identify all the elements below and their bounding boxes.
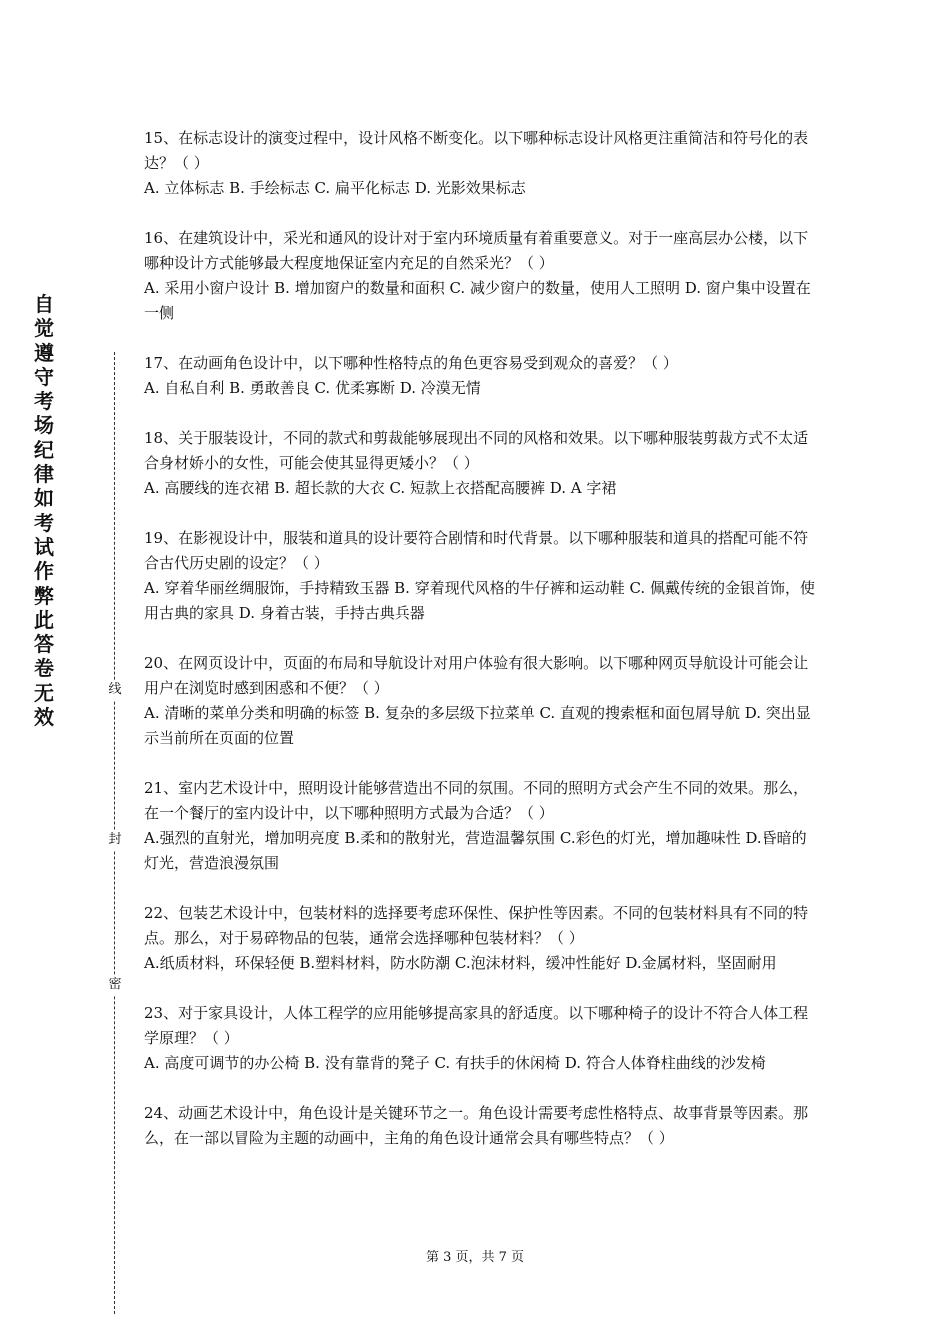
question-21 — [144, 776, 820, 876]
question-24 — [144, 1101, 820, 1151]
question-15 — [144, 126, 820, 201]
question-stem: 15、在标志设计的演变过程中，设计风格不断变化。以下哪种标志设计风格更注重简洁和符号化的表达？（ ） — [144, 129, 809, 172]
question-stem: 22、包装艺术设计中，包装材料的选择要考虑环保性、保护性等因素。不同的包装材料具有不同的特点。那么，对于易碎物品的包装，通常会选择哪种包装材料？（ ） — [144, 904, 809, 947]
question-options: A.纸质材料，环保轻便 B.塑料材料，防水防潮 C.泡沫材料，缓冲性能好 D.金属材料，坚固耐用 — [144, 954, 777, 972]
question-22 — [144, 901, 820, 976]
question-stem: 21、室内艺术设计中，照明设计能够营造出不同的氛围。不同的照明方式会产生不同的效果。那么，在一个餐厅的室内设计中，以下哪种照明方式最为合适？（ ） — [144, 779, 809, 822]
exam-discipline-notice: 自觉遵守考场纪律如考试作弊此答卷无效 — [34, 292, 54, 730]
question-23 — [144, 1001, 820, 1076]
question-options: A. 采用小窗户设计 B. 增加窗户的数量和面积 C. 减少窗户的数量，使用人工照明 D. 窗户集中设置在一侧 — [144, 279, 811, 322]
page-number: 第 3 页，共 7 页 — [425, 1250, 525, 1265]
question-options: A. 清晰的菜单分类和明确的标签 B. 复杂的多层级下拉菜单 C. 直观的搜索框和面包屑导航 D. 突出显示当前所在页面的位置 — [144, 704, 811, 747]
question-20 — [144, 651, 820, 751]
question-options: A.强烈的直射光，增加明亮度 B.柔和的散射光，营造温馨氛围 C.彩色的灯光，增加趣味性 D.昏暗的灯光，营造浪漫氛围 — [144, 829, 807, 872]
question-options: A. 高度可调节的办公椅 B. 没有靠背的凳子 C. 有扶手的休闲椅 D. 符合人体脊柱曲线的沙发椅 — [144, 1054, 766, 1072]
question-stem: 23、对于家具设计，人体工程学的应用能够提高家具的舒适度。以下哪种椅子的设计不符合人体工程学原理？（ ） — [144, 1004, 809, 1047]
question-19 — [144, 526, 820, 626]
question-options: A. 自私自利 B. 勇敢善良 C. 优柔寡断 D. 冷漠无情 — [144, 379, 481, 397]
question-stem: 18、关于服装设计，不同的款式和剪裁能够展现出不同的风格和效果。以下哪种服装剪裁方式不太适合身材娇小的女性，可能会使其显得更矮小？（ ） — [144, 429, 809, 472]
question-18 — [144, 426, 820, 501]
binding-mark-seal: 封 — [106, 830, 124, 850]
question-17 — [144, 351, 820, 401]
question-options: A. 穿着华丽丝绸服饰，手持精致玉器 B. 穿着现代风格的牛仔裤和运动鞋 C. 佩戴传统的金银首饰，使用古典的家具 D. 身着古装，手持古典兵器 — [144, 579, 815, 622]
question-stem: 16、在建筑设计中，采光和通风的设计对于室内环境质量有着重要意义。对于一座高层办公楼，以下哪种设计方式能够最大程度地保证室内充足的自然采光？（ ） — [144, 229, 809, 272]
binding-mark-line: 线 — [106, 680, 124, 700]
question-options: A. 立体标志 B. 手绘标志 C. 扁平化标志 D. 光影效果标志 — [144, 179, 526, 197]
question-stem: 24、动画艺术设计中，角色设计是关键环节之一。角色设计需要考虑性格特点、故事背景等因素。那么，在一部以冒险为主题的动画中，主角的角色设计通常会具有哪些特点？（ ） — [144, 1104, 809, 1147]
question-stem: 17、在动画角色设计中，以下哪种性格特点的角色更容易受到观众的喜爱？（ ） — [144, 354, 678, 372]
question-options: A. 高腰线的连衣裙 B. 超长款的大衣 C. 短款上衣搭配高腰裤 D. A 字裙 — [144, 479, 617, 497]
question-16 — [144, 226, 820, 326]
question-stem: 20、在网页设计中，页面的布局和导航设计对用户体验有很大影响。以下哪种网页导航设计可能会让用户在浏览时感到困惑和不便？（ ） — [144, 654, 809, 697]
binding-mark-dense: 密 — [106, 975, 124, 995]
question-stem: 19、在影视设计中，服装和道具的设计要符合剧情和时代背景。以下哪种服装和道具的搭配可能不符合古代历史剧的设定？（ ） — [144, 529, 809, 572]
question-list — [144, 126, 820, 1176]
